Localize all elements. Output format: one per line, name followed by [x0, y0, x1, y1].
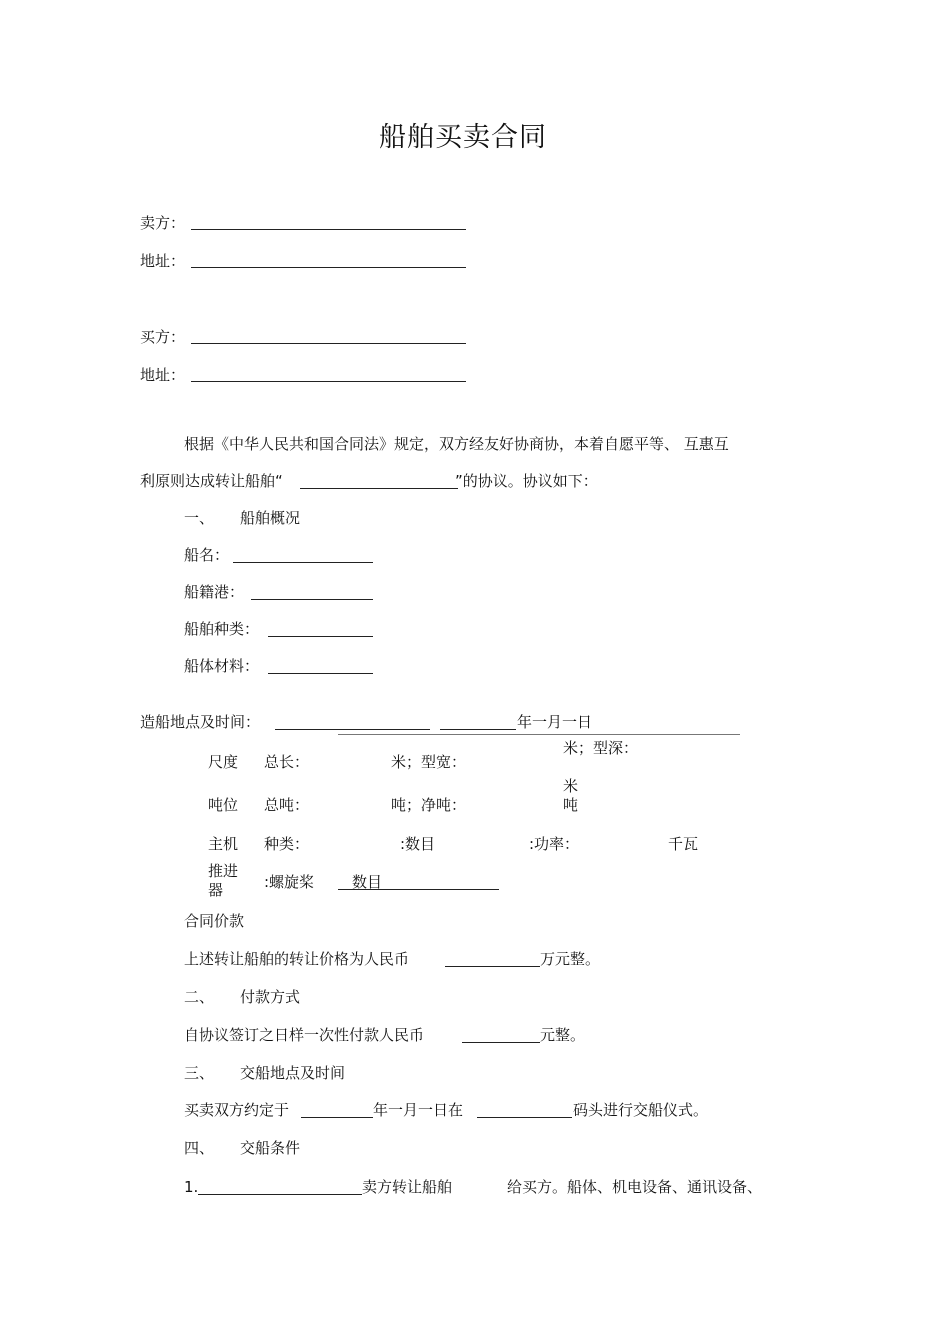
- delivery-year-field[interactable]: [301, 1117, 373, 1118]
- ship-type-field[interactable]: [268, 636, 373, 637]
- section-2-number: 二、: [184, 988, 215, 1006]
- price-text-a: 上述转让船舶的转让价格为人民币: [184, 950, 410, 968]
- propeller-label: 推进器: [208, 862, 239, 899]
- hull-material-field[interactable]: [268, 673, 373, 674]
- propeller-label-clip: [208, 862, 248, 899]
- screw-count-label: 数目: [352, 873, 383, 891]
- ship-name-label: 船名：: [184, 546, 230, 564]
- width-label: 米；型宽：: [391, 753, 467, 771]
- kw-unit: 千瓦: [668, 835, 699, 853]
- section-3-number: 三、: [184, 1064, 215, 1082]
- build-underline: [338, 734, 740, 735]
- engine-kind-label: 种类：: [264, 835, 310, 853]
- intro-line-2b: ”的协议。协议如下：: [455, 472, 598, 490]
- item-1-text-c: 给买方。船体、机电设备、通讯设备、: [507, 1178, 763, 1196]
- port-label: 船籍港：: [184, 583, 245, 601]
- gross-label: 总吨：: [264, 796, 310, 814]
- section-1-heading: 船舶概况: [240, 509, 301, 527]
- engine-count-label: :数目: [400, 835, 436, 853]
- buyer-address-label: 地址：: [140, 366, 186, 384]
- depth-unit: 米: [563, 777, 579, 795]
- tonnage-label: 吨位: [208, 796, 239, 814]
- net-unit: 吨: [563, 796, 579, 814]
- seller-name-field[interactable]: [191, 229, 466, 230]
- net-label: 吨；净吨：: [391, 796, 467, 814]
- payment-text-b: 元整。: [540, 1026, 586, 1044]
- delivery-text-c: 码头进行交船仪式。: [573, 1101, 709, 1119]
- payment-text-a: 自协议签订之日样一次性付款人民币: [184, 1026, 425, 1044]
- scale-label: 尺度: [208, 753, 239, 771]
- intro-line-2a: 利原则达成转让船舶“: [140, 472, 283, 490]
- build-year-field[interactable]: [440, 729, 516, 730]
- item-1-number: 1.: [184, 1178, 199, 1196]
- delivery-dock-field[interactable]: [477, 1117, 572, 1118]
- seller-address-label: 地址：: [140, 252, 186, 270]
- engine-label: 主机: [208, 835, 239, 853]
- ship-type-label: 船舶种类：: [184, 620, 260, 638]
- item-1-text-b: 卖方转让船舶: [362, 1178, 453, 1196]
- depth-label: 米；型深：: [563, 739, 639, 757]
- price-amount-field[interactable]: [445, 966, 540, 967]
- build-place-field[interactable]: [275, 729, 430, 730]
- section-3-heading: 交船地点及时间: [240, 1064, 346, 1082]
- engine-power-label: :功率：: [529, 835, 580, 853]
- screw-label: :螺旋桨: [264, 873, 315, 891]
- screw-count-field[interactable]: [338, 889, 499, 890]
- section-1-number: 一、: [184, 509, 215, 527]
- seller-address-field[interactable]: [191, 267, 466, 268]
- ship-name-field[interactable]: [233, 562, 373, 563]
- length-label: 总长：: [264, 753, 310, 771]
- payment-amount-field[interactable]: [462, 1042, 540, 1043]
- seller-label: 卖方：: [140, 214, 186, 232]
- buyer-address-field[interactable]: [191, 381, 466, 382]
- section-4-heading: 交船条件: [240, 1139, 301, 1157]
- hull-material-label: 船体材料：: [184, 657, 260, 675]
- section-2-heading: 付款方式: [240, 988, 301, 1006]
- port-field[interactable]: [251, 599, 373, 600]
- delivery-text-a: 买卖双方约定于: [184, 1101, 290, 1119]
- build-date-text: 年一月一日: [517, 713, 593, 731]
- section-4-number: 四、: [184, 1139, 215, 1157]
- ship-name-intro-field[interactable]: [300, 488, 458, 489]
- document-title: 船舶买卖合同: [379, 122, 547, 153]
- buyer-name-field[interactable]: [191, 343, 466, 344]
- buyer-label: 买方：: [140, 328, 186, 346]
- intro-line-1: 根据《中华人民共和国合同法》规定，双方经友好协商协，本着自愿平等、 互惠互: [184, 435, 729, 453]
- price-text-b: 万元整。: [540, 950, 601, 968]
- build-label: 造船地点及时间：: [140, 713, 261, 731]
- delivery-text-b: 年一月一日在: [373, 1101, 464, 1119]
- item-1-field[interactable]: [198, 1194, 362, 1195]
- price-heading: 合同价款: [184, 912, 245, 930]
- depth-unit-clip: [563, 776, 583, 795]
